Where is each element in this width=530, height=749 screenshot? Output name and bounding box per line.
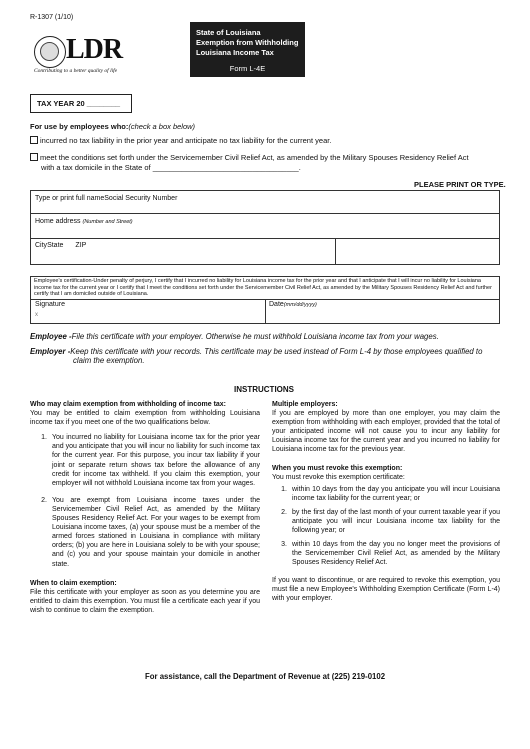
ldr-logo — [30, 32, 133, 80]
form-title-box — [190, 22, 305, 77]
form-number: R-1307 (1/10) — [30, 14, 74, 21]
option2-label-line2[interactable]: with a tax domicile in the State of ___________________________________. — [41, 163, 301, 172]
who-item: 1. You incurred no liability for Louisiana income tax for the prior year and you anticipate that you will incur no liability for such income tax for the current year. For this purpose, you incur tax liability if your joint or separate return shows tax before the allowance of any credit for income tax withheld. If you claim this exemption, your employer will not withhold Louisiana income tax from your wages. — [41, 434, 260, 487]
option1-row[interactable] — [30, 136, 331, 146]
ssn-label: Social Security Number — [104, 195, 178, 202]
zip-field[interactable]: ZIP — [75, 242, 87, 249]
home-address-field[interactable]: Home address (Number and Street) — [35, 218, 133, 225]
multiple-heading: Multiple employers: — [272, 401, 338, 408]
certification-box — [30, 276, 500, 324]
city-field[interactable]: CityState ZIP — [35, 242, 87, 249]
option1-checkbox[interactable] — [30, 136, 38, 144]
assistance-line: For assistance, call the Department of Revenue at (225) 219-0102 — [145, 672, 386, 681]
option2-label: meet the conditions set forth under the Servicemember Civil Relief Act, as amended by the Military Spouses Residency Relief Act — [40, 153, 469, 162]
employee-use-heading: For use by employees who:(check a box below) — [30, 122, 196, 131]
signature-field[interactable]: Signature — [35, 301, 65, 308]
employee-note: Employee -File this certificate with your employer. Otherwise he must withhold Louisiana income tax from your wages. — [30, 332, 439, 341]
revoke-text: You must revoke this exemption certificate: — [272, 473, 405, 481]
print-note: PLEASE PRINT OR TYPE. — [414, 180, 506, 189]
employer-note: Employer -Keep this certificate with your records. This certificate may be used instead of Form L-4 by those employees qualified to — [30, 347, 483, 356]
state-field[interactable]: State — [47, 242, 64, 249]
instructions-left-column — [30, 400, 260, 615]
who-item: 2. You are exempt from Louisiana income taxes under the Servicemember Civil Relief Act, as amended by the Military Spouses Residency Relief Act. For your wages to be exempt from Louisiana income taxes, (a) your spouse must be a member of the armed forces stationed in Louisiana in compliance with military orders; (b) you are here in Louisiana solely to be with your spouse; and (c) you and your spouse maintain your domicile in another state. — [41, 496, 260, 568]
revoke-heading: When you must revoke this exemption: — [272, 464, 403, 472]
logo-letters: LDR — [66, 34, 123, 65]
instructions-title: INSTRUCTIONS — [234, 385, 294, 394]
certification-text: Employee's certification-Under penalty of perjury, I certify that I incurred no liability for Louisiana income tax for the prior year and that I anticipate that I will incur no liability for Louisiana income tax for the current year or I certify that I meet the conditions set forth under the Servicemember Civil Relief Act, as amended by the Military Spouses Residency Relief Act and further certify that I am domiciled outside of Louisiana. — [34, 278, 492, 297]
who-text: You may be entitled to claim exemption from withholding Louisiana income tax if you meet one of the two qualifications below. — [30, 410, 260, 427]
option1-label: incurred no tax liability in the prior year and anticipate no tax liability for the current year. — [40, 136, 332, 145]
multiple-text: If you are employed by more than one employer, you may claim the exemption from withholding with each employer, provided that the total of your anticipated income will not cause you to incur any liability for Louisiana income tax for the current year and you incurred no liability for Louisiana income tax for the previous year. — [272, 410, 500, 454]
date-field[interactable]: Date(mm/dd/yyyy) — [269, 301, 317, 308]
discontinue-text: If you want to discontinue, or are required to revoke this exemption, you must file a new Employee's Withholding Exemption Certificate (Form L-4) with your employer. — [272, 576, 500, 602]
when-text: File this certificate with your employer as soon as you determine you are entitled to claim this exemption. You must file a certificate each year if you wish to continue to claim the exemption. — [30, 588, 260, 614]
option2-row[interactable] — [30, 153, 469, 163]
revoke-item: 3. within 10 days from the day you no longer meet the provisions of the Servicemember Civil Relief Act, as amended by the Military Spouses Residency Relief Act. — [281, 541, 500, 567]
who-heading: Who may claim exemption from withholding of income tax: — [30, 401, 227, 408]
full-name-field[interactable]: Type or print full nameSocial Security Number — [35, 195, 178, 202]
form-name: Form L-4E — [229, 64, 266, 73]
state-seal-icon — [34, 36, 66, 68]
signature-x-mark: x — [35, 312, 38, 318]
revoke-item: 1. within 10 days from the day you anticipate you will incur Louisiana income tax liability for the current year; or — [281, 485, 500, 502]
revoke-item: 2. by the first day of the last month of your current taxable year if you anticipate you will incur Louisiana income tax liability for the following year; or — [281, 508, 500, 535]
employer-note-line2: claim the exemption. — [73, 356, 145, 365]
instructions-right-column — [272, 400, 500, 603]
tax-year-field[interactable]: TAX YEAR 20 ________ — [30, 94, 132, 113]
option2-checkbox[interactable] — [30, 153, 38, 161]
when-heading: When to claim exemption: — [30, 579, 117, 587]
logo-tagline: Contributing to a better quality of life — [34, 68, 118, 74]
personal-info-table — [30, 190, 500, 265]
form-title: State of Louisiana Exemption from Withholding Louisiana Income Tax — [196, 28, 299, 57]
